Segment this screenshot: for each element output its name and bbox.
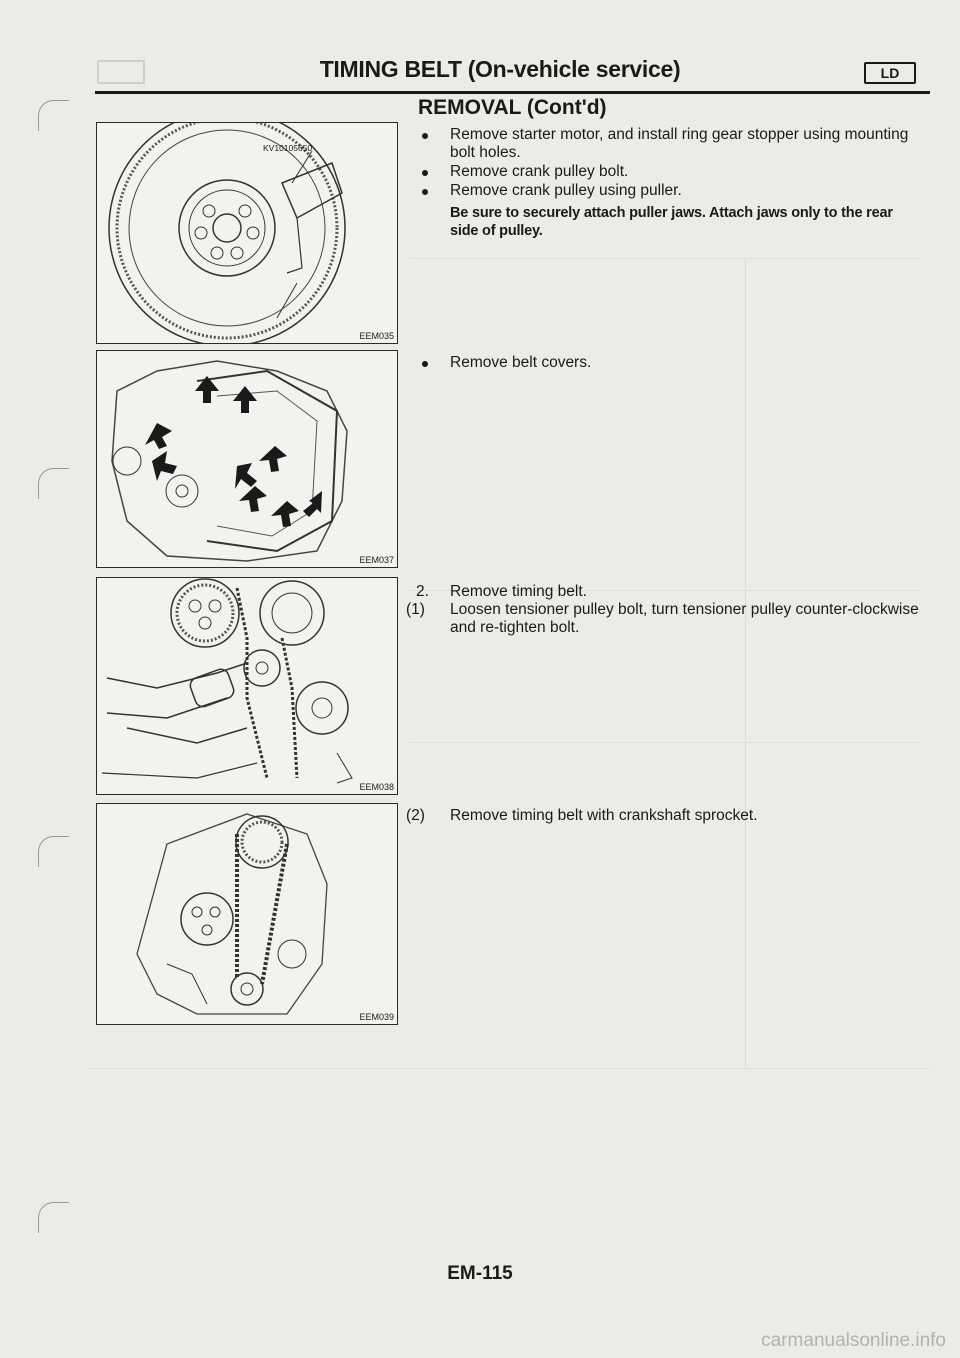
belt-cover-bolts-illustration bbox=[97, 351, 398, 568]
step-text: Remove timing belt with crankshaft sprocket. bbox=[450, 807, 758, 824]
figure-timing-belt bbox=[96, 803, 398, 1025]
instruction-text: Remove starter motor, and install ring gear stopper using mounting bolt holes. bbox=[450, 126, 909, 161]
binder-hole bbox=[38, 1202, 69, 1233]
bullet-icon bbox=[422, 361, 428, 367]
step-number: 2. bbox=[416, 583, 429, 600]
step-text: Loosen tensioner pulley bolt, turn tensioner pulley counter-clockwise and re-tighten bolt. bbox=[450, 601, 919, 636]
caution-note: Be sure to securely attach puller jaws. Attach jaws only to the rear side of pulley. bbox=[450, 205, 893, 239]
bleed-through-shadow bbox=[410, 258, 920, 259]
page-number: EM-115 bbox=[447, 1263, 513, 1284]
flywheel-ring-gear-stopper-illustration bbox=[97, 123, 398, 344]
binder-hole bbox=[38, 836, 69, 867]
section-badge: LD bbox=[864, 62, 916, 84]
timing-belt-removal-illustration bbox=[97, 804, 398, 1025]
bleed-through-shadow bbox=[745, 258, 746, 1068]
section-title: REMOVAL (Cont'd) bbox=[418, 96, 607, 119]
bullet-icon bbox=[422, 170, 428, 176]
instruction-text: Remove crank pulley using puller. bbox=[450, 182, 682, 199]
figure-code: EEM035 bbox=[359, 331, 394, 341]
figure-code: EEM038 bbox=[359, 782, 394, 792]
bullet-icon bbox=[422, 133, 428, 139]
bleed-through-shadow bbox=[410, 742, 920, 743]
bullet-icon bbox=[422, 189, 428, 195]
section-badge-ghost bbox=[97, 60, 145, 84]
figure-flywheel bbox=[96, 122, 398, 344]
binder-hole bbox=[38, 100, 69, 131]
header-rule bbox=[95, 91, 930, 94]
step-number: (1) bbox=[406, 601, 425, 618]
instruction-text: Remove crank pulley bolt. bbox=[450, 163, 629, 180]
binder-hole bbox=[38, 468, 69, 499]
figure-belt-covers bbox=[96, 350, 398, 568]
step-number: (2) bbox=[406, 807, 425, 824]
bleed-through-shadow bbox=[90, 1068, 930, 1069]
tensioner-pulley-loosen-illustration bbox=[97, 578, 398, 795]
step-text: Remove timing belt. bbox=[450, 583, 587, 600]
page-title: TIMING BELT (On-vehicle service) bbox=[319, 56, 681, 82]
figure-tensioner bbox=[96, 577, 398, 795]
instruction-text: Remove belt covers. bbox=[450, 354, 592, 371]
watermark-text: carmanualsonline.info bbox=[761, 1330, 946, 1351]
figure-code: EEM037 bbox=[359, 555, 394, 565]
tool-number-label: KV10105650 bbox=[263, 143, 313, 153]
figure-code: EEM039 bbox=[359, 1012, 394, 1022]
